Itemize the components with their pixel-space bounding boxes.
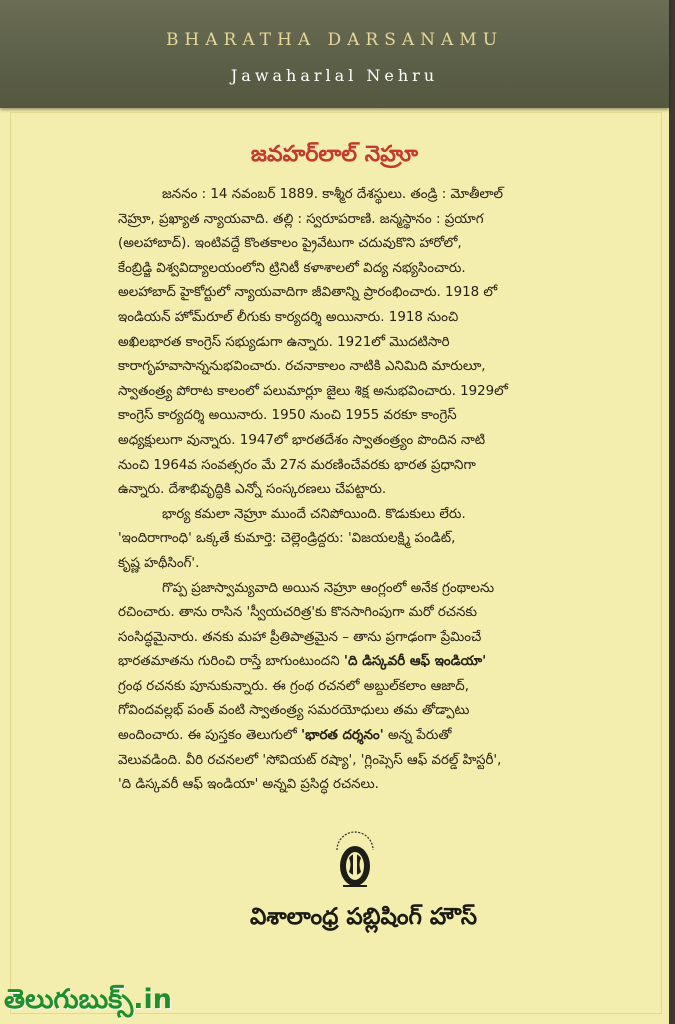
bio-line: జననం : 14 నవంబర్ 1889. కాశ్మీర దేశస్థులు. తండ్రి : మోతీలాల్ [162,187,503,202]
family-line: 'ఇందిరాగాంధి' ఒక్కతే కుమార్తె: చెల్లెండ్రిద్దరు: 'విజయలక్ష్మి పండిట్, [118,531,456,547]
bio-line: అఖిలభారత కాంగ్రెస్ సభ్యుడుగా ఉన్నారు. 1921లో మొదటిసారి [118,334,450,350]
works-text: భారతమాతను గురించి రాస్తే బాగుంటుందని [118,654,344,670]
works-line: సంసిద్ధమైనారు. తనకు మహా ప్రీతిపాత్రమైన – తాను ప్రగాఢంగా ప్రేమించే [118,629,482,645]
family-line: కృష్ణ హథీసింగ్'. [118,555,200,571]
translated-title-bold: 'భారత దర్శనం' [301,728,384,744]
book-title-bold: 'ది డిస్కవరీ ఆఫ్ ఇండియా' [343,654,487,670]
bio-line: (అలహాబాద్). ఇంటివద్దే కొంతకాలం ప్రైవేటుగా చదువుకొని హారోలో, [118,236,462,252]
bio-line: అధ్యక్షులుగా వున్నారు. 1947లో భారతదేశం స్వాతంత్ర్యం పొందిన నాటి [118,432,486,448]
works-line: రచించారు. తాను రాసిన 'స్వీయచరిత్ర'కు కొనసాగింపుగా మరో రచనకు [118,605,477,621]
bio-line: కాంగ్రెస్ కార్యదర్శి అయినారు. 1950 నుంచి 1955 వరకూ కాంగ్రెస్ [118,408,457,424]
works-line: వెలువడింది. వీరి రచనలలో 'సోవియట్ రష్యా', 'గ్లింప్సెస్ ఆఫ్ వరల్డ్ హిస్టరీ', [118,752,502,768]
bio-line: నుంచి 1964వ సంవత్సరం మే 27న మరణించేవరకు భారత ప్రధానిగా [118,457,476,473]
bio-line: అలహాబాద్ హైకోర్టులో న్యాయవాదిగా జీవితాన్ని ప్రారంభించారు. 1918 లో [118,285,498,301]
author-heading-telugu: జవహర్‌లాల్ నెహ్రూ [250,142,419,167]
author-name-english: Jawaharlal Nehru [230,66,439,85]
bio-line: కేంబ్రిడ్జి విశ్వవిద్యాలయంలోని ట్రినిటీ కళాశాలలో విద్య నభ్యసించారు. [118,260,466,276]
publisher-name: విశాలాంధ్ర పబ్లిషింగ్ హౌస్ [250,904,478,930]
works-line [118,650,626,675]
bio-line: ఇండియన్ హోమ్‌రూల్ లీగుకు కార్యదర్శి అయినారు. 1918 నుంచి [118,309,459,325]
family-line: భార్య కమలా నెహ్రూ ముందే చనిపోయింది. కొడుకులు లేరు. [162,506,466,522]
works-line: గొప్ప ప్రజాస్వామ్యవాది అయిన నెహ్రూ ఆంగ్లంలో అనేక గ్రంథాలను [162,580,495,596]
bio-line: కారాగృహవాసాన్ననుభవించారు. రచనాకాలం నాటికి ఎనిమిది మారులూ, [118,359,486,375]
works-line: గ్రంథ రచనకు పూనుకున్నారు. ఈ గ్రంథ రచనలో అబ్దుల్‌కలాం ఆజాద్, [118,678,469,694]
biography-text [118,183,626,798]
title-band [0,0,669,108]
bio-line: స్వాతంత్ర్య పోరాట కాలంలో పలుమార్లూ జైలు శిక్ష అనుభవించారు. 1929లో [118,383,508,399]
works-line [118,724,626,749]
series-title: BHARATHA DARSANAMU [165,30,504,50]
works-text: అన్న పేరుతో [383,728,452,744]
bio-line: నెహ్రూ, ప్రఖ్యాత న్యాయవాది. తల్లి : స్వరూపరాణి. జన్మస్థానం : ప్రయాగ [118,211,484,227]
bio-line: ఉన్నారు. దేశాభివృద్ధికి ఎన్నో సంస్కరణలు చేపట్టారు. [118,482,387,498]
website-watermark: తెలుగుబుక్స్.in [4,984,172,1015]
works-line: గోవిందవల్లభ్ పంత్ వంటి స్వాతంత్ర్య సమరయోధులు తమ తోడ్పాటు [118,703,470,719]
publisher-emblem-icon [331,820,379,894]
works-text: అందించారు. ఈ పుస్తకం తెలుగులో [118,728,301,744]
works-line: 'ది డిస్కవరీ ఆఫ్ ఇండియా' అన్నవి ప్రసిద్ధ రచనలు. [118,777,379,793]
